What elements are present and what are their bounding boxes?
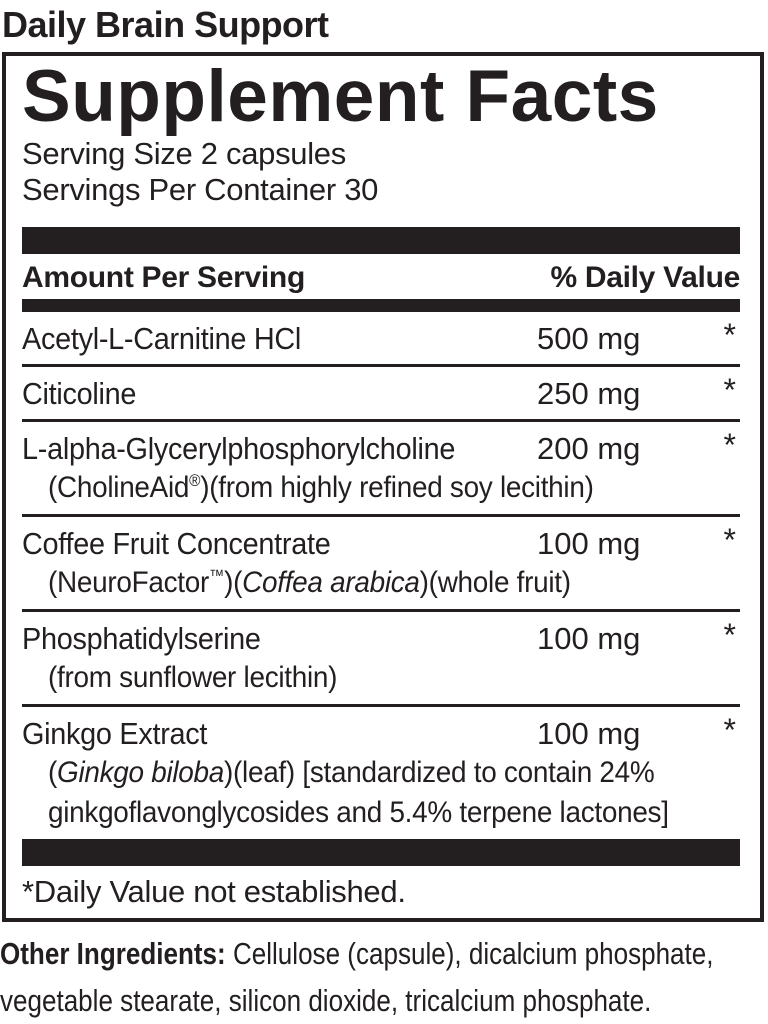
ingredient-name: Coffee Fruit Concentrate: [22, 526, 331, 561]
daily-value-asterisk: *: [723, 372, 736, 408]
other-ingredients-line-2: vegetable stearate, silicon dioxide, tricalcium phosphate.: [0, 983, 652, 1018]
column-header-daily-value: % Daily Value: [550, 261, 740, 294]
ingredient-name: Citicoline: [22, 376, 137, 411]
ingredient-name: Acetyl-L-Carnitine HCl: [22, 321, 302, 356]
ingredient-table: [22, 312, 740, 839]
daily-value-asterisk: *: [723, 712, 736, 748]
servings-per-container: Servings Per Container 30: [22, 172, 379, 207]
ingredient-amount: 500 mg: [537, 321, 641, 356]
ingredient-amount: 100 mg: [537, 526, 641, 561]
ingredient-name: Phosphatidylserine: [22, 621, 261, 656]
daily-value-asterisk: *: [723, 617, 736, 653]
ingredient-note: (NeuroFactor™)(Coffea arabica)(whole fruit): [48, 566, 571, 599]
ingredient-row: [22, 707, 740, 839]
ingredient-amount: 100 mg: [537, 621, 641, 656]
serving-size: Serving Size 2 capsules: [22, 136, 346, 171]
divider-bar-bottom: [22, 839, 740, 866]
ingredient-name: L-alpha-Glycerylphosphorylcholine: [22, 431, 456, 466]
daily-value-asterisk: *: [723, 317, 736, 353]
ingredient-row: [22, 612, 740, 707]
product-title: Daily Brain Support: [2, 4, 329, 45]
ingredient-note: (from sunflower lecithin): [48, 661, 338, 694]
ingredient-amount: 100 mg: [537, 716, 641, 751]
ingredient-row: [22, 422, 740, 517]
footnote: *Daily Value not established.: [22, 874, 406, 909]
ingredient-row: [22, 517, 740, 612]
other-ingredients-line-1: Other Ingredients: Cellulose (capsule), dicalcium phosphate,: [0, 936, 714, 971]
ingredient-note: ginkgoflavonglycosides and 5.4% terpene lactones]: [48, 796, 669, 829]
ingredient-row: [22, 312, 740, 367]
ingredient-row: [22, 367, 740, 422]
column-header-row: [22, 254, 740, 299]
ingredient-amount: 250 mg: [537, 376, 641, 411]
daily-value-asterisk: *: [723, 522, 736, 558]
ingredient-name: Ginkgo Extract: [22, 716, 208, 751]
daily-value-asterisk: *: [723, 427, 736, 463]
column-header-amount: Amount Per Serving: [22, 261, 305, 294]
ingredient-amount: 200 mg: [537, 431, 641, 466]
supplement-facts-panel: [2, 52, 764, 922]
divider-bar-top: [22, 227, 740, 254]
ingredient-note: (Ginkgo biloba)(leaf) [standardized to contain 24%: [48, 756, 655, 789]
divider-bar-header: [22, 299, 740, 312]
ingredient-note: (CholineAid®)(from highly refined soy lecithin): [48, 471, 594, 504]
panel-title: Supplement Facts: [22, 56, 659, 137]
other-ingredients: [0, 930, 768, 1024]
